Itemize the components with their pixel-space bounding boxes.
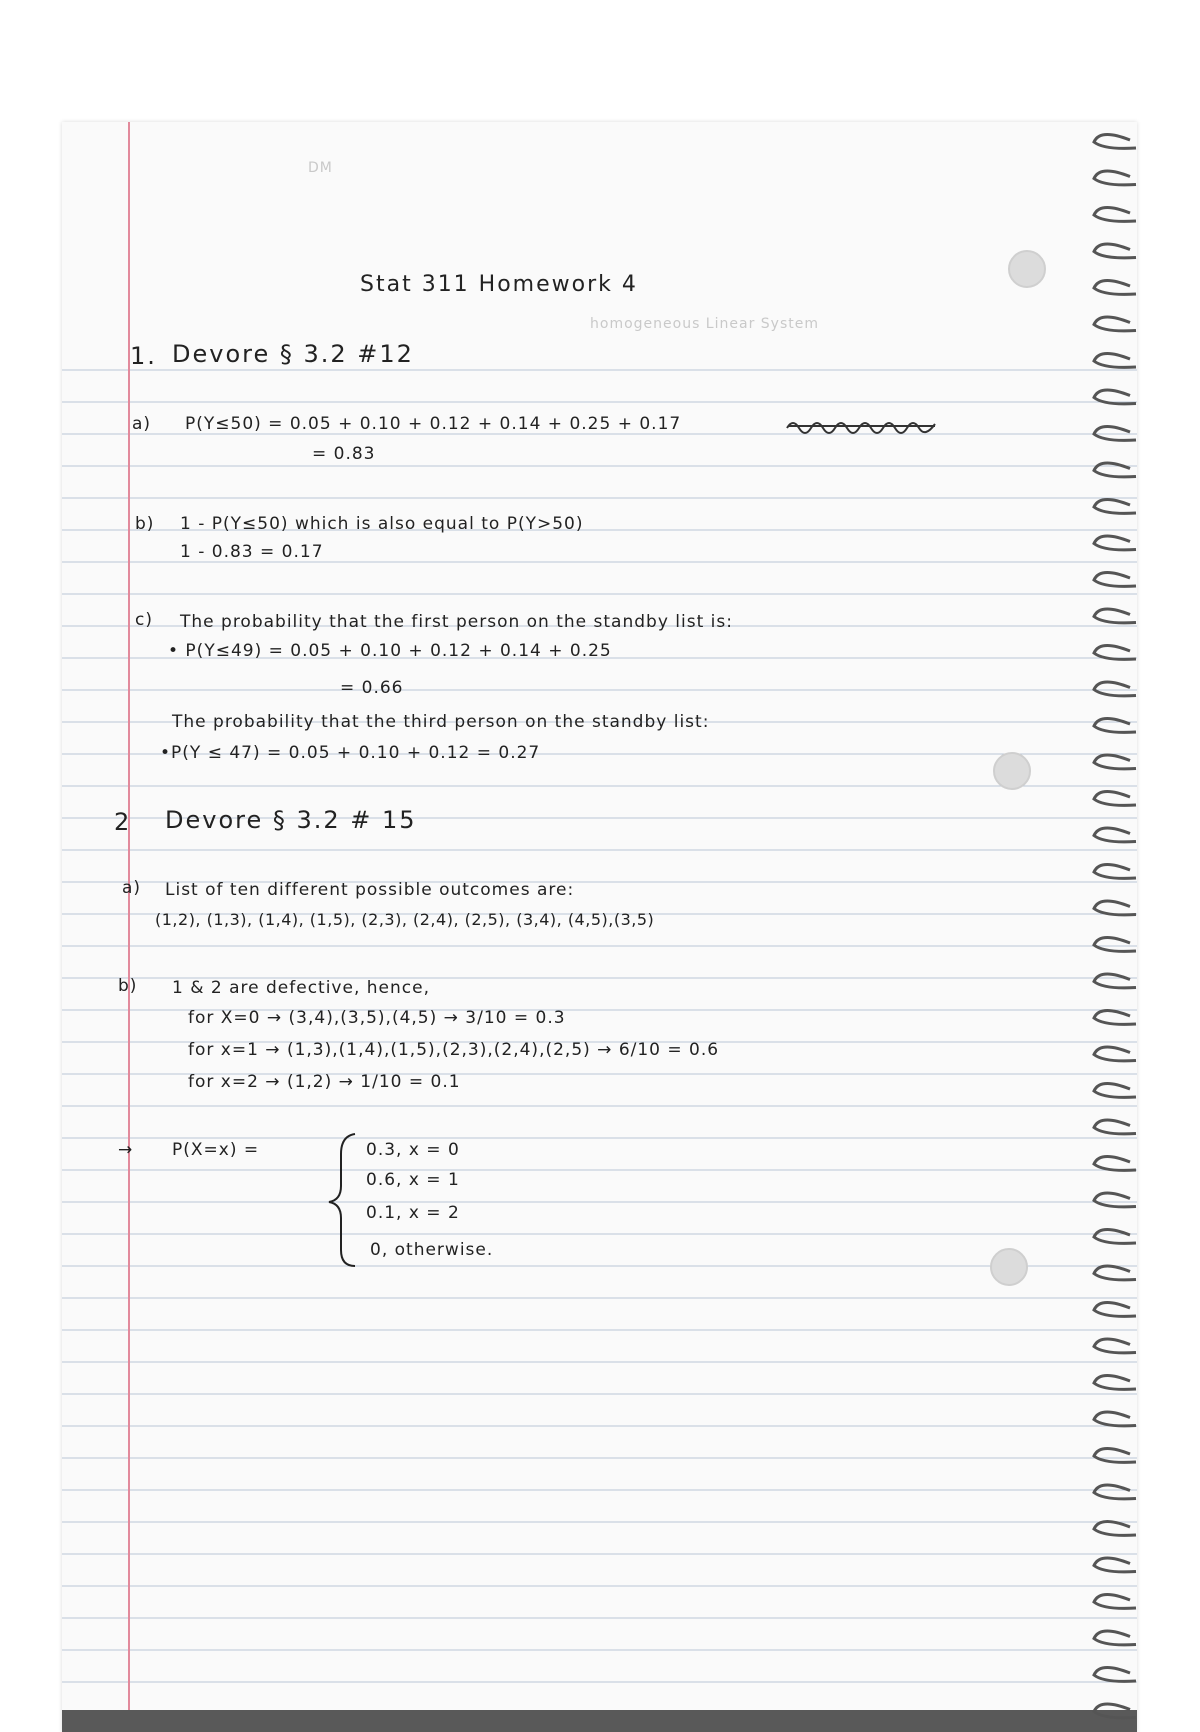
spiral-ring <box>1094 828 1136 842</box>
spiral-ring <box>1094 426 1136 440</box>
spiral-ring <box>1094 280 1136 294</box>
spiral-ring <box>1094 755 1136 769</box>
spiral-ring <box>1094 1010 1136 1024</box>
spiral-ring <box>1094 1302 1136 1316</box>
spiral-ring <box>1094 718 1136 732</box>
pmf-case-3: 0.1, x = 2 <box>366 1203 460 1223</box>
part-1c-line-2: • P(Y≤49) = 0.05 + 0.10 + 0.12 + 0.14 + 0.25 <box>168 641 612 661</box>
spiral-ring <box>1094 1667 1136 1681</box>
problem-1-number: 1. <box>130 342 157 370</box>
part-1c-label: c) <box>135 610 153 630</box>
part-2a-label: a) <box>122 878 142 898</box>
punch-hole-top <box>1008 250 1046 288</box>
part-2b-line-1: 1 & 2 are defective, hence, <box>172 978 430 998</box>
spiral-ring <box>1094 572 1136 586</box>
spiral-ring <box>1094 207 1136 221</box>
part-2b-label: b) <box>118 976 138 996</box>
problem-2-number: 2 <box>114 808 132 836</box>
spiral-ring <box>1094 609 1136 623</box>
spiral-ring <box>1094 1193 1136 1207</box>
spiral-ring <box>1094 864 1136 878</box>
spiral-ring <box>1094 171 1136 185</box>
part-2b-line-2: for X=0 → (3,4),(3,5),(4,5) → 3/10 = 0.3 <box>188 1008 566 1028</box>
spiral-ring <box>1094 1120 1136 1134</box>
spiral-ring <box>1094 317 1136 331</box>
part-1a-label: a) <box>132 414 152 434</box>
spiral-ring <box>1094 1375 1136 1389</box>
part-1c-line-5: •P(Y ≤ 47) = 0.05 + 0.10 + 0.12 = 0.27 <box>160 743 541 763</box>
part-1b-line-1: 1 - P(Y≤50) which is also equal to P(Y>50) <box>180 514 584 534</box>
spiral-ring <box>1094 1083 1136 1097</box>
spiral-ring <box>1094 244 1136 258</box>
part-1b-line-2: 1 - 0.83 = 0.17 <box>180 542 324 562</box>
pmf-case-2: 0.6, x = 1 <box>366 1170 460 1190</box>
problem-1-heading: Devore § 3.2 #12 <box>172 340 414 368</box>
spiral-ring <box>1094 645 1136 659</box>
spiral-ring <box>1094 1631 1136 1645</box>
part-1c-line-3: = 0.66 <box>340 678 404 698</box>
spiral-ring <box>1094 1047 1136 1061</box>
ghost-bleed-text: homogeneous Linear System <box>590 316 819 332</box>
spiral-ring <box>1094 1448 1136 1462</box>
part-2a-line-2: (1,2), (1,3), (1,4), (1,5), (2,3), (2,4), (2,5), (3,4), (4,5),(3,5) <box>155 910 655 929</box>
spiral-ring <box>1094 901 1136 915</box>
spiral-ring <box>1094 937 1136 951</box>
pmf-case-4: 0, otherwise. <box>370 1240 494 1260</box>
spiral-ring <box>1094 390 1136 404</box>
pmf-brace <box>325 1130 365 1270</box>
scribble-strikeout <box>785 414 940 436</box>
spiral-ring <box>1094 499 1136 513</box>
spiral-binding <box>1090 122 1138 1732</box>
spiral-ring <box>1094 1229 1136 1243</box>
part-1a-line-2: = 0.83 <box>312 444 376 464</box>
punch-hole-bottom <box>990 1248 1028 1286</box>
spiral-ring <box>1094 1521 1136 1535</box>
part-1c-line-1: The probability that the first person on the standby list is: <box>180 612 733 632</box>
ghost-corner-mark: DM <box>308 160 333 176</box>
spiral-ring <box>1094 463 1136 477</box>
spiral-ring <box>1094 1156 1136 1170</box>
spiral-ring <box>1094 1594 1136 1608</box>
part-2b-line-4: for x=2 → (1,2) → 1/10 = 0.1 <box>188 1072 461 1092</box>
spiral-ring <box>1094 1339 1136 1353</box>
spiral-ring <box>1094 1412 1136 1426</box>
pmf-case-1: 0.3, x = 0 <box>366 1140 460 1160</box>
page-title: Stat 311 Homework 4 <box>360 272 638 297</box>
part-1a-line-1: P(Y≤50) = 0.05 + 0.10 + 0.12 + 0.14 + 0.25 + 0.17 <box>185 414 682 434</box>
pmf-arrow: → <box>118 1140 134 1160</box>
pmf-lhs: P(X=x) = <box>172 1140 260 1160</box>
spiral-ring <box>1094 1704 1136 1718</box>
part-1c-line-4: The probability that the third person on the standby list: <box>172 712 710 732</box>
punch-hole-middle <box>993 752 1031 790</box>
page-edge-shadow <box>62 1710 1137 1732</box>
part-2a-line-1: List of ten different possible outcomes are: <box>165 880 575 900</box>
spiral-ring <box>1094 536 1136 550</box>
spiral-ring <box>1094 353 1136 367</box>
problem-2-heading: Devore § 3.2 # 15 <box>165 806 417 834</box>
part-2b-line-3: for x=1 → (1,3),(1,4),(1,5),(2,3),(2,4),(2,5) → 6/10 = 0.6 <box>188 1040 720 1060</box>
spiral-ring <box>1094 791 1136 805</box>
spiral-ring <box>1094 974 1136 988</box>
spiral-ring <box>1094 1485 1136 1499</box>
spiral-ring <box>1094 1266 1136 1280</box>
part-1b-label: b) <box>135 514 155 534</box>
spiral-ring <box>1094 682 1136 696</box>
spiral-ring <box>1094 134 1136 148</box>
spiral-ring <box>1094 1558 1136 1572</box>
